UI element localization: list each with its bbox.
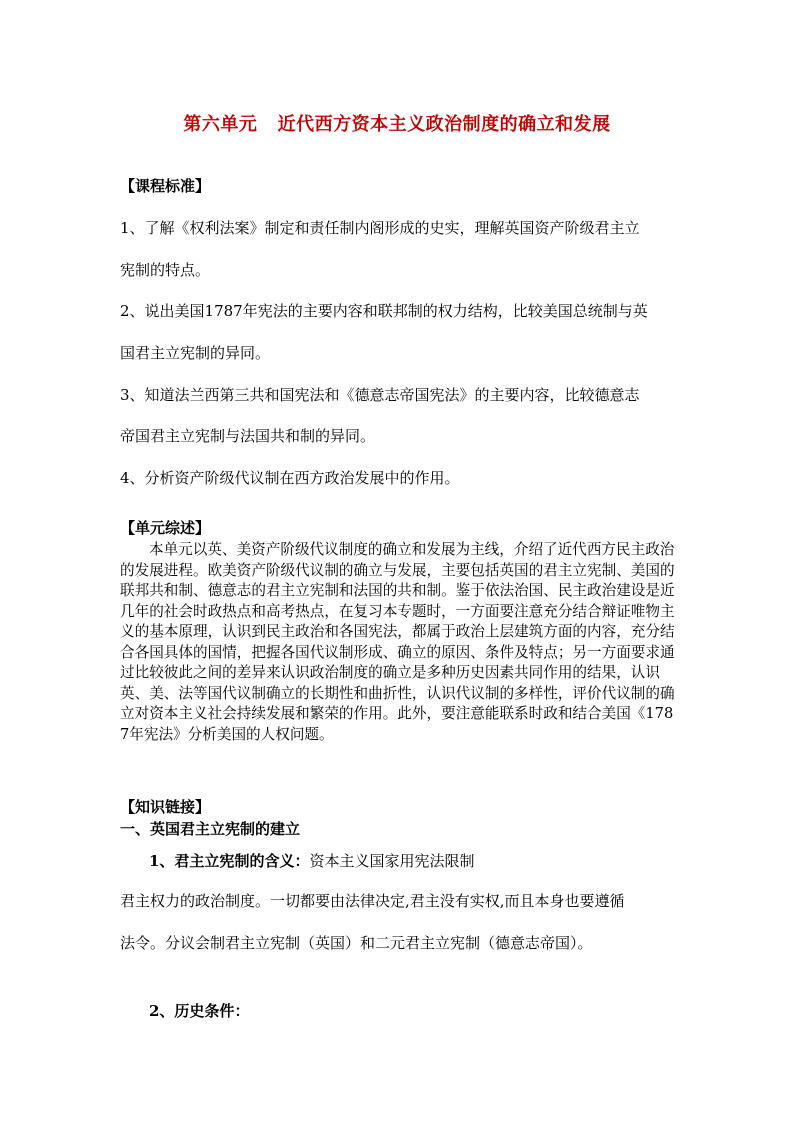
- section-heading: 一、英国君主立宪制的建立: [120, 820, 301, 838]
- standard-line: 4、分析资产阶级代议制在西方政治发展中的作用。: [120, 469, 460, 487]
- page-title: 第六单元 近代西方资本主义政治制度的确立和发展: [183, 114, 611, 135]
- standard-line: 宪制的特点。: [120, 261, 211, 279]
- standard-line: 国君主立宪制的异同。: [120, 344, 271, 362]
- unit-overview-heading: 【单元综述】: [120, 519, 211, 537]
- unit-overview-paragraph: 本单元以英、美资产阶级代议制度的确立和发展为主线，介绍了近代西方民主政治的发展进程。欧美资产阶级代议制的确立与发展，主要包括英国的君主立宪制、美国的联邦共和制、德意志的君主立宪制和法国的共和制。鉴于依法治国、民主政治建设是近几年的社会时政热点和高考热点，在复习本专题时，一方面要注意充分结合辩证唯物主义的基本原理，认识到民主政治和各国宪法，都属于政治上层建筑方面的内容，充分结合各国具体的国情，把握各国代议制形成、确立的原因、条件及特点；另一方面要求通过比较彼此之间的差异来认识政治制度的确立是多种历史因素共同作用的结果，认识英、美、法等国代议制确立的长期性和曲折性，认识代议制的多样性，评价代议制的确立对资本主义社会持续发展和繁荣的作用。此外，要注意能联系时政和结合美国《1787年宪法》分析美国的人权问题。: [120, 541, 675, 743]
- standard-line: 1、了解《权利法案》制定和责任制内阁形成的史实，理解英国资产阶级君主立: [120, 219, 640, 237]
- curriculum-standards-heading: 【课程标准】: [120, 177, 211, 195]
- knowledge-links-heading: 【知识链接】: [120, 798, 211, 816]
- standard-line: 3、知道法兰西第三共和国宪法和《德意志帝国宪法》的主要内容，比较德意志: [120, 386, 640, 404]
- standard-line: 帝国君主立宪制与法国共和制的异同。: [120, 427, 376, 445]
- definition-text: 资本主义国家用宪法限制: [309, 852, 475, 870]
- historical-conditions-heading: 2、历史条件：: [149, 1002, 250, 1020]
- definition-continuation: 法令。分议会制君主立宪制（英国）和二元君主立宪制（德意志帝国）。: [120, 934, 593, 952]
- standard-line: 2、说出美国1787年宪法的主要内容和联邦制的权力结构，比较美国总统制与英: [120, 302, 648, 320]
- definition-continuation: 君主权力的政治制度。一切都要由法律决定,君主没有实权,而且本身也要遵循: [120, 892, 625, 910]
- definition-label: 1、君主立宪制的含义：: [149, 852, 310, 870]
- definition-line: [149, 850, 474, 871]
